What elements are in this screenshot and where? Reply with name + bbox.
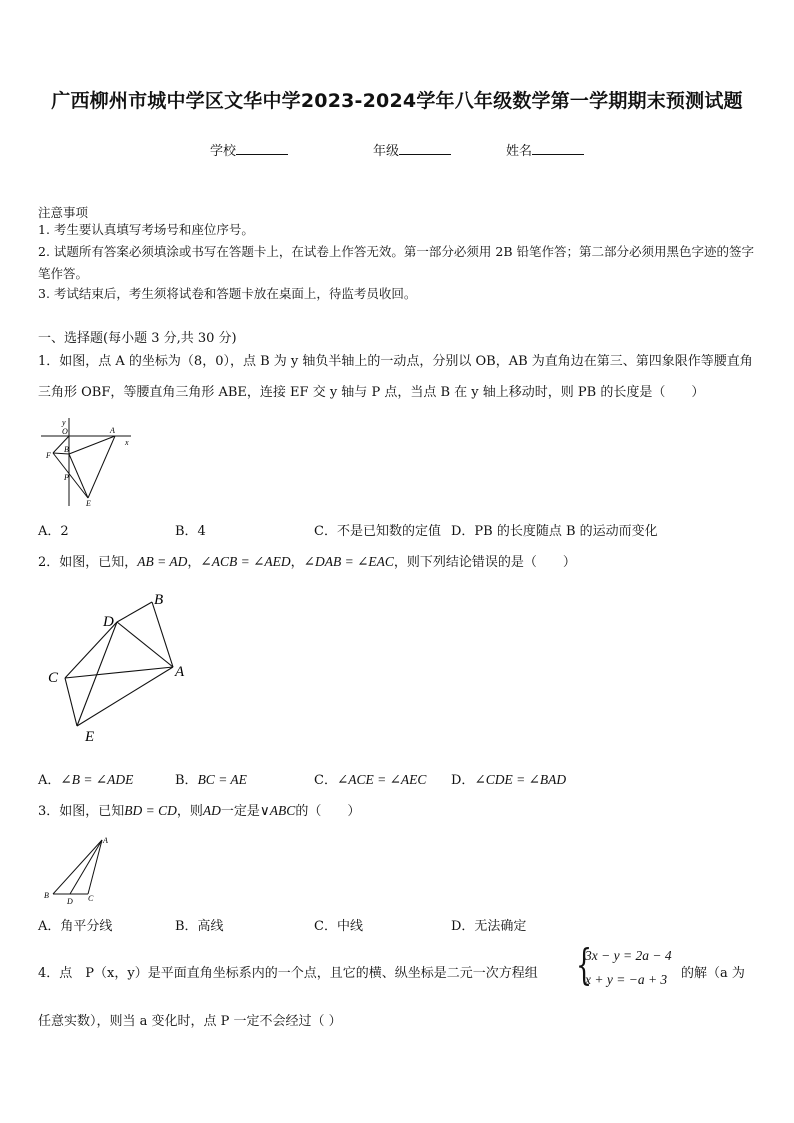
option-math: ∠CDE = ∠BAD (474, 772, 567, 787)
question-3-figure (40, 832, 120, 906)
separator: ， (290, 555, 304, 570)
note-item: 2. 试题所有答案必须填涂或书写在答题卡上，在试卷上作答无效。第一部分必须用 2B 铅笔作答；第二部分必须用黑色字迹的签字笔作答。 (38, 244, 754, 281)
fig-label-F: F (46, 451, 51, 460)
question-3-option-c[interactable]: C．中线 (314, 919, 363, 934)
note-item: 1. 考生要认真填写考场号和座位序号。 (38, 222, 254, 237)
segment-BE (69, 454, 88, 498)
grade-field[interactable] (373, 140, 451, 159)
question-3-option-d[interactable]: D．无法确定 (451, 919, 527, 934)
question-3-stem-d: 的（ ） (295, 804, 361, 819)
section-heading: 一、选择题(每小题 3 分,共 30 分) (38, 331, 237, 346)
question-1-option-d[interactable]: D．PB 的长度随点 B 的运动而变化 (451, 524, 658, 539)
name-label: 姓名 (506, 144, 533, 159)
option-letter: C． (314, 773, 337, 788)
grade-blank[interactable] (399, 142, 451, 155)
separator: ， (187, 555, 201, 570)
segment-ad-label: AD (202, 803, 221, 818)
fig-label-P: P (64, 473, 69, 482)
question-2-stem-b: ，则下列结论错误的是（ ） (393, 555, 576, 570)
fig-label-D: D (67, 897, 73, 906)
question-2-stem-a: 2．如图，已知， (38, 555, 138, 570)
fig-label-D: D (103, 614, 114, 630)
condition-ab-ad: AB = AD (137, 554, 188, 569)
question-3-option-b[interactable]: B．高线 (175, 919, 224, 934)
option-letter: A． (38, 773, 61, 788)
fig-label-x: x (125, 438, 129, 447)
school-field[interactable] (210, 140, 288, 159)
grade-label: 年级 (373, 144, 400, 159)
name-blank[interactable] (532, 142, 584, 155)
segment-DA (70, 840, 102, 894)
fig-label-C: C (48, 670, 59, 686)
option-math: ∠B = ∠ADE (60, 772, 134, 787)
question-4-stem-a: 4．点 P（x，y）是平面直角坐标系内的一个点，且它的横、纵坐标是二元一次方程组 (38, 966, 538, 981)
system-brace: { (576, 940, 593, 989)
question-1-stem: 1．如图，点 A 的坐标为（8，0），点 B 为 y 轴负半轴上的一动点，分别以 OB，AB 为直角边在第三、第四象限作等腰直角三角形 OBF，等腰直角三角形 ABE，连接 EF 交 y 轴与 P 点，当点 B 在 y 轴上移动时，则 PB 的长度是（ ） (38, 354, 753, 400)
segment-ED (77, 622, 117, 726)
name-field[interactable] (506, 140, 584, 159)
question-3-stem-a: 3．如图，已知 (38, 804, 125, 819)
question-1-option-c[interactable]: C．不是已知数的定值 (314, 524, 441, 539)
question-3-stem (38, 800, 360, 819)
fig-label-B: B (154, 592, 164, 608)
fig-label-B: B (64, 445, 69, 454)
fig-label-y: y (62, 418, 66, 427)
fig-label-A: A (103, 836, 108, 845)
option-letter: D． (451, 773, 475, 788)
segment-CE (65, 678, 77, 726)
question-2-figure (40, 590, 200, 748)
segment-FE (53, 453, 88, 498)
question-3-stem-b: ，则 (176, 804, 203, 819)
note-item: 3. 考试结束后，考生须将试卷和答题卡放在桌面上，待监考员收回。 (38, 286, 417, 301)
question-2-stem (38, 551, 576, 570)
option-math: BC = AE (197, 772, 247, 787)
question-2-option-a[interactable] (38, 769, 133, 788)
segment-BA (152, 602, 173, 667)
question-4-stem-c: 任意实数），则当 a 变化时，点 P 一定不会经过（ ） (38, 1014, 342, 1029)
question-2-option-b[interactable] (175, 769, 247, 788)
fig-label-B: B (44, 891, 49, 900)
school-blank[interactable] (236, 142, 288, 155)
fig-label-A: A (175, 664, 185, 680)
fig-label-C: C (88, 894, 94, 903)
segment-DA (117, 622, 173, 667)
question-3-option-a[interactable]: A．角平分线 (38, 919, 113, 934)
fig-label-E: E (86, 499, 91, 508)
question-2-option-d[interactable] (451, 769, 566, 788)
condition-dab-eac: ∠DAB = ∠EAC (303, 554, 394, 569)
triangle-abc-label: ∨ABC (259, 803, 296, 818)
fig-label-O: O (62, 427, 68, 436)
question-1-figure (38, 414, 138, 508)
notes-heading: 注意事项 (38, 205, 89, 220)
question-3-stem-c: 一定是 (220, 804, 260, 819)
condition-bd-cd: BD = CD (124, 803, 177, 818)
segment-DC (65, 622, 117, 678)
question-2-option-c[interactable] (314, 769, 426, 788)
school-label: 学校 (210, 144, 237, 159)
option-math: ∠ACE = ∠AEC (336, 772, 427, 787)
page-title: 广西柳州市城中学区文华中学2023-2024学年八年级数学第一学期期末预测试题 (51, 90, 743, 112)
question-1-option-a[interactable]: A．2 (38, 524, 69, 539)
segment-DB (117, 602, 152, 622)
fig-label-E: E (85, 729, 95, 745)
question-4-stem-b: 的解（a 为 (681, 966, 745, 981)
condition-acb-aed: ∠ACB = ∠AED (200, 554, 291, 569)
option-letter: B． (175, 773, 198, 788)
equation-1: 3x − y = 2a − 4 (585, 948, 672, 963)
question-1-option-b[interactable]: B．4 (175, 524, 206, 539)
equation-2: x + y = −a + 3 (585, 972, 668, 987)
fig-label-A: A (110, 426, 115, 435)
